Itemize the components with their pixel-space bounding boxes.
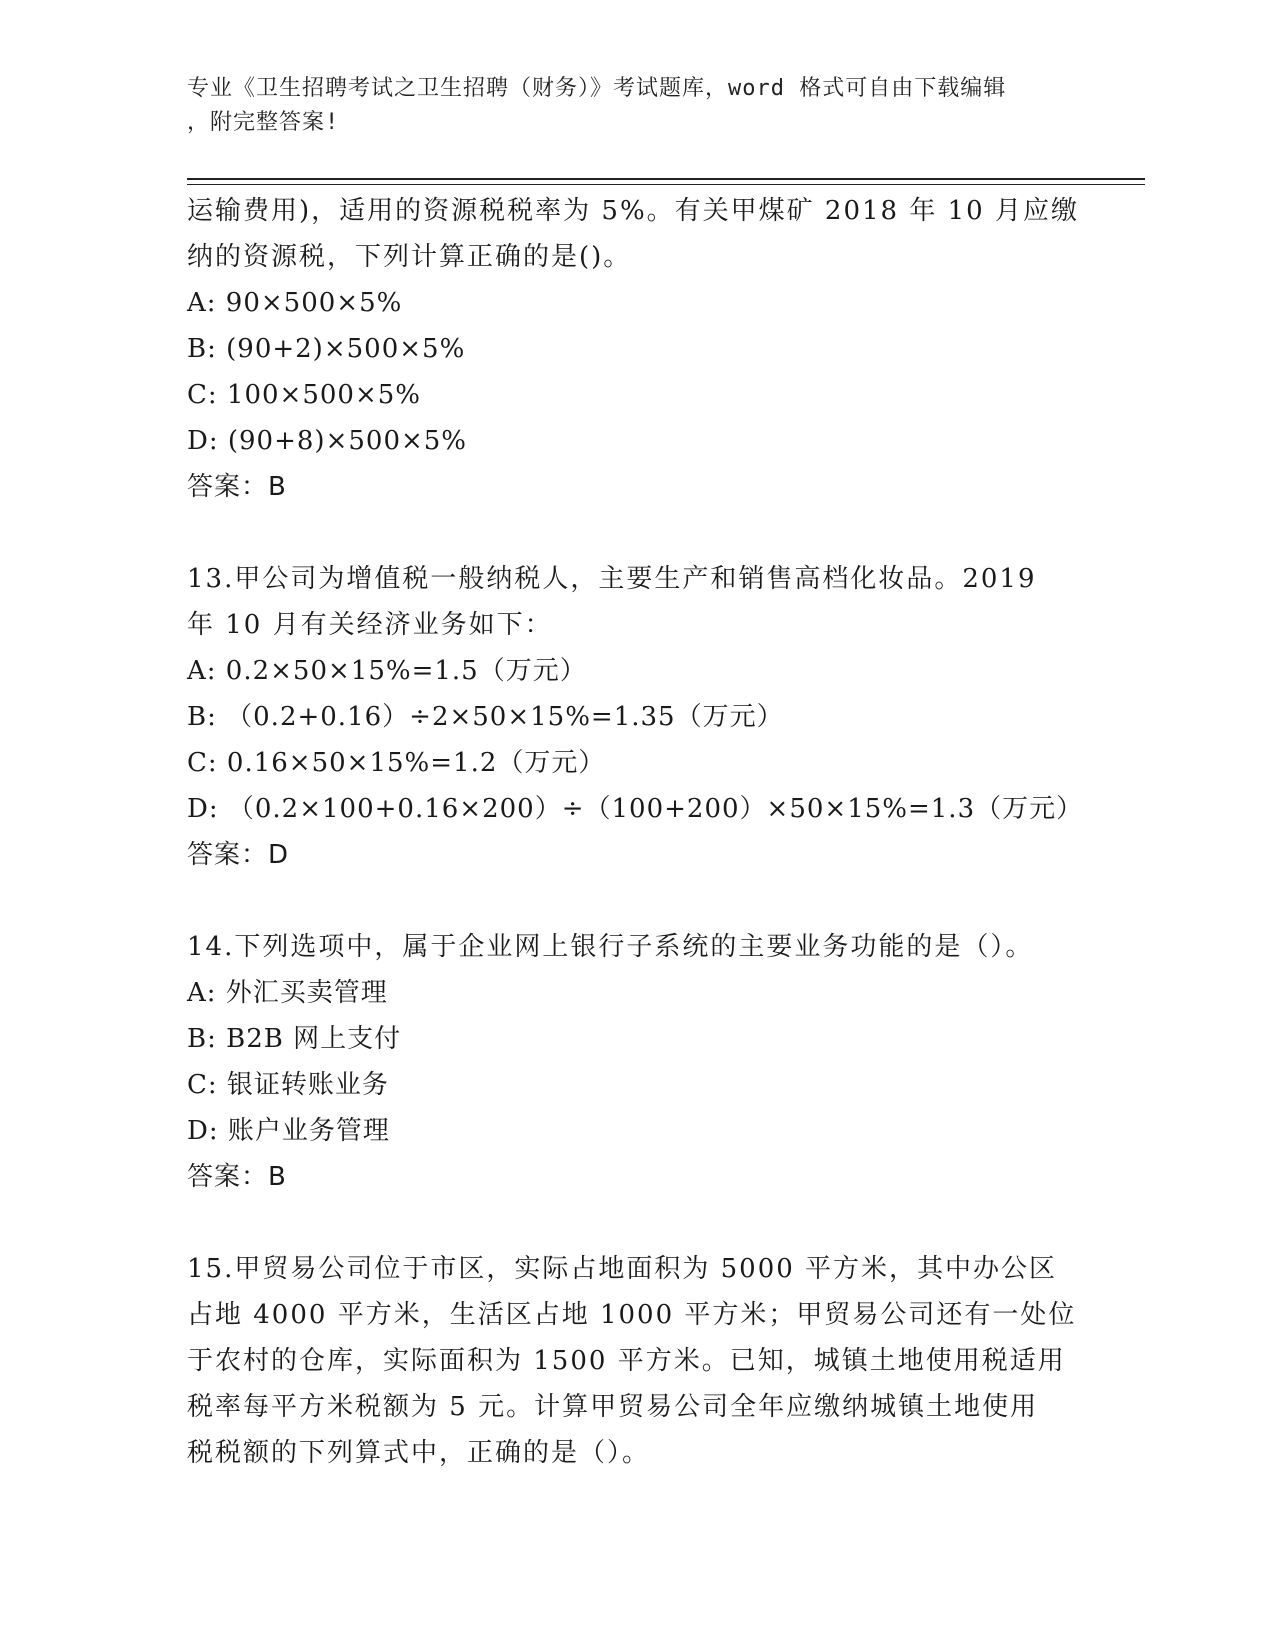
header-divider-thin	[187, 184, 1145, 185]
question-12-answer: 答案：B	[187, 472, 287, 502]
question-14-answer: 答案：B	[187, 1162, 287, 1192]
document-header	[187, 72, 1067, 140]
question-14-option-d: D: 账户业务管理	[187, 1116, 390, 1146]
question-15-stem-line-2: 占地 4000 平方米，生活区占地 1000 平方米；甲贸易公司还有一处位	[187, 1300, 1077, 1330]
question-15-stem-line-3: 于农村的仓库，实际面积为 1500 平方米。已知，城镇土地使用税适用	[187, 1346, 1066, 1376]
header-line-2: ，附完整答案!	[187, 110, 340, 135]
header-line-1: 专业《卫生招聘考试之卫生招聘（财务）》考试题库，word 格式可自由下载编辑	[187, 76, 1007, 101]
question-15-stem-line-5: 税税额的下列算式中，正确的是（）。	[187, 1438, 651, 1468]
question-13-stem-line-1: 13.甲公司为增值税一般纳税人，主要生产和销售高档化妆品。2019	[187, 564, 1037, 594]
question-13-option-a: A: 0.2×50×15%=1.5（万元）	[187, 656, 587, 686]
question-13-option-b: B: （0.2+0.16）÷2×50×15%=1.35（万元）	[187, 702, 784, 732]
question-14-stem-line-1: 14.下列选项中，属于企业网上银行子系统的主要业务功能的是（）。	[187, 932, 1034, 962]
document-body	[187, 188, 1087, 1476]
question-12-option-d: D: (90+8)×500×5%	[187, 426, 468, 456]
question-13	[187, 556, 1087, 878]
question-14-option-c: C: 银证转账业务	[187, 1070, 389, 1100]
question-15	[187, 1246, 1087, 1476]
question-13-stem-line-2: 年 10 月有关经济业务如下：	[187, 610, 553, 640]
question-13-option-c: C: 0.16×50×15%=1.2（万元）	[187, 748, 606, 778]
question-12-option-a: A: 90×500×5%	[187, 288, 403, 318]
question-15-stem-line-1: 15.甲贸易公司位于市区，实际占地面积为 5000 平方米，其中办公区	[187, 1254, 1058, 1284]
question-12	[187, 188, 1087, 510]
question-13-option-d: D: （0.2×100+0.16×200）÷（100+200）×50×15%=1.3（万元）	[187, 794, 1084, 824]
question-13-answer: 答案：D	[187, 840, 290, 870]
question-12-stem-line-1: 运输费用)，适用的资源税税率为 5%。有关甲煤矿 2018 年 10 月应缴	[187, 196, 1079, 226]
question-14-option-b: B: B2B 网上支付	[187, 1024, 402, 1054]
question-15-stem-line-4: 税率每平方米税额为 5 元。计算甲贸易公司全年应缴纳城镇土地使用	[187, 1392, 1039, 1422]
question-14	[187, 924, 1087, 1200]
header-divider-thick	[187, 178, 1145, 180]
question-14-option-a: A: 外汇买卖管理	[187, 978, 388, 1008]
question-12-option-c: C: 100×500×5%	[187, 380, 421, 410]
question-12-option-b: B: (90+2)×500×5%	[187, 334, 466, 364]
question-12-stem-line-2: 纳的资源税，下列计算正确的是()。	[187, 242, 632, 272]
